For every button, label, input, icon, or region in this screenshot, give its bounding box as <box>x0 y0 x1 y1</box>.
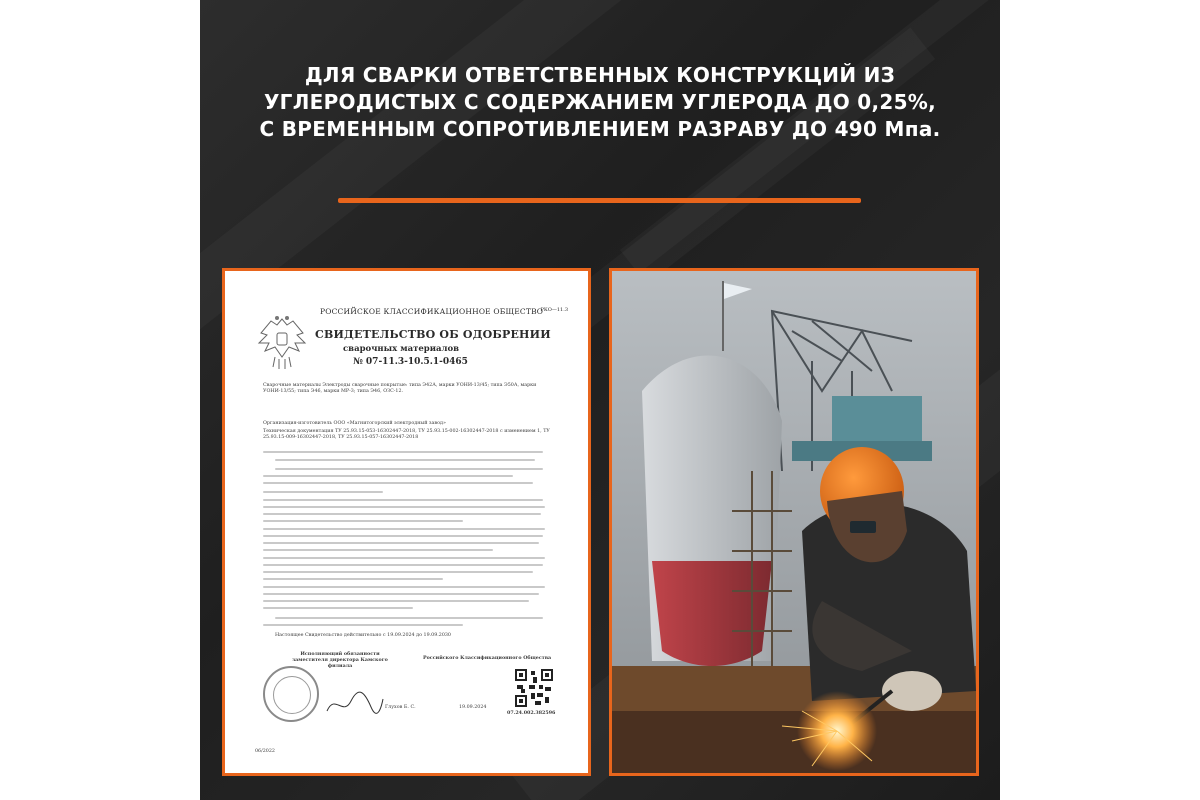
text-line <box>275 617 543 619</box>
text-line <box>263 499 543 501</box>
orange-divider <box>338 198 861 203</box>
text-line <box>263 624 463 626</box>
text-line <box>263 600 529 602</box>
official-stamp <box>263 666 319 722</box>
text-line <box>263 520 463 522</box>
text-line <box>263 451 543 453</box>
text-line <box>263 528 545 530</box>
qr-code-icon <box>515 669 553 707</box>
certificate-form-code: РКО—11.3 <box>540 307 568 313</box>
materials-label: Сварочные материалы <box>263 383 321 388</box>
text-line <box>263 513 541 515</box>
validity-label: Настоящее Свидетельство действительно с <box>275 633 386 638</box>
text-line <box>263 586 545 588</box>
text-line <box>263 549 493 551</box>
crane-cabin <box>832 396 922 441</box>
headline <box>220 62 980 143</box>
sign-date: 19.09.2024 <box>459 705 487 710</box>
tech-docs-line: Техническая документация ТУ 25.93.15-053-16302447-2018, ТУ 25.93.15-002-16302447-2018 с изменением 1, ТУ 25.93.15-009-16302447-2018, ТУ 25.93.15-057-16302447-2018 <box>263 429 550 441</box>
certificate-frame <box>222 268 591 776</box>
welder-shipyard-image <box>612 271 976 773</box>
signature-icon <box>325 689 385 719</box>
text-line <box>275 459 535 461</box>
welder-photo-frame <box>609 268 979 776</box>
document-id: 07.24.002.382596 <box>507 710 556 716</box>
text-line <box>263 571 533 573</box>
text-line <box>263 535 543 537</box>
text-line <box>263 506 545 508</box>
signatory-title: Исполняющий обязанности заместителя директора Камского филиала <box>292 651 388 670</box>
text-line <box>263 491 383 493</box>
validity-line: Настоящее Свидетельство действительно с 19.09.2024 до 19.09.2030 <box>275 633 451 638</box>
society-name: Российского Классификационного Общества <box>423 655 552 661</box>
valid-to-date: 19.09.2030 <box>423 633 451 638</box>
coat-of-arms-icon <box>257 313 307 375</box>
text-line <box>263 542 539 544</box>
materials-block <box>263 383 563 395</box>
text-line <box>263 482 533 484</box>
certificate-document <box>225 271 588 773</box>
text-line <box>263 593 539 595</box>
certificate-number: № 07-11.3-10.5.1-0465 <box>353 357 468 367</box>
headline-line-2: УГЛЕРОДИСТЫХ С СОДЕРЖАНИЕМ УГЛЕРОДА ДО 0,25%, <box>263 90 937 114</box>
headline-line-1: ДЛЯ СВАРКИ ОТВЕТСТВЕННЫХ КОНСТРУКЦИЙ ИЗ <box>304 63 896 87</box>
text-line <box>263 578 443 580</box>
materials-text: Электроды сварочные покрытые: типа Э42А, марки УОНИ-13/45; типа Э50А, марки УОНИ-13/55; типа Э46, марки МР-3; типа Э46, ОЗС-12. <box>263 383 537 395</box>
text-line <box>263 475 513 477</box>
headline-line-3: С ВРЕМЕННЫМ СОПРОТИВЛЕНИЕМ РАЗРАВУ ДО 490 Мпа. <box>259 117 941 141</box>
valid-from-date: 19.09.2024 <box>387 633 415 638</box>
certificate-title: СВИДЕТЕЛЬСТВО ОБ ОДОБРЕНИИ <box>315 328 551 341</box>
certificate-subtitle: сварочных материалов <box>343 344 460 354</box>
form-date: 06/2022 <box>255 749 275 754</box>
text-line <box>263 607 413 609</box>
promo-panel <box>200 0 1000 800</box>
signatory-name: Глухов Б. С. <box>385 705 416 710</box>
text-line <box>275 468 543 470</box>
text-line <box>263 557 545 559</box>
certificate-organization: РОССИЙСКОЕ КЛАССИФИКАЦИОННОЕ ОБЩЕСТВО <box>320 307 544 316</box>
text-line <box>263 564 543 566</box>
manufacturer-line: Организация-изготовитель ООО «Магнитогорский электродный завод» <box>263 421 446 426</box>
